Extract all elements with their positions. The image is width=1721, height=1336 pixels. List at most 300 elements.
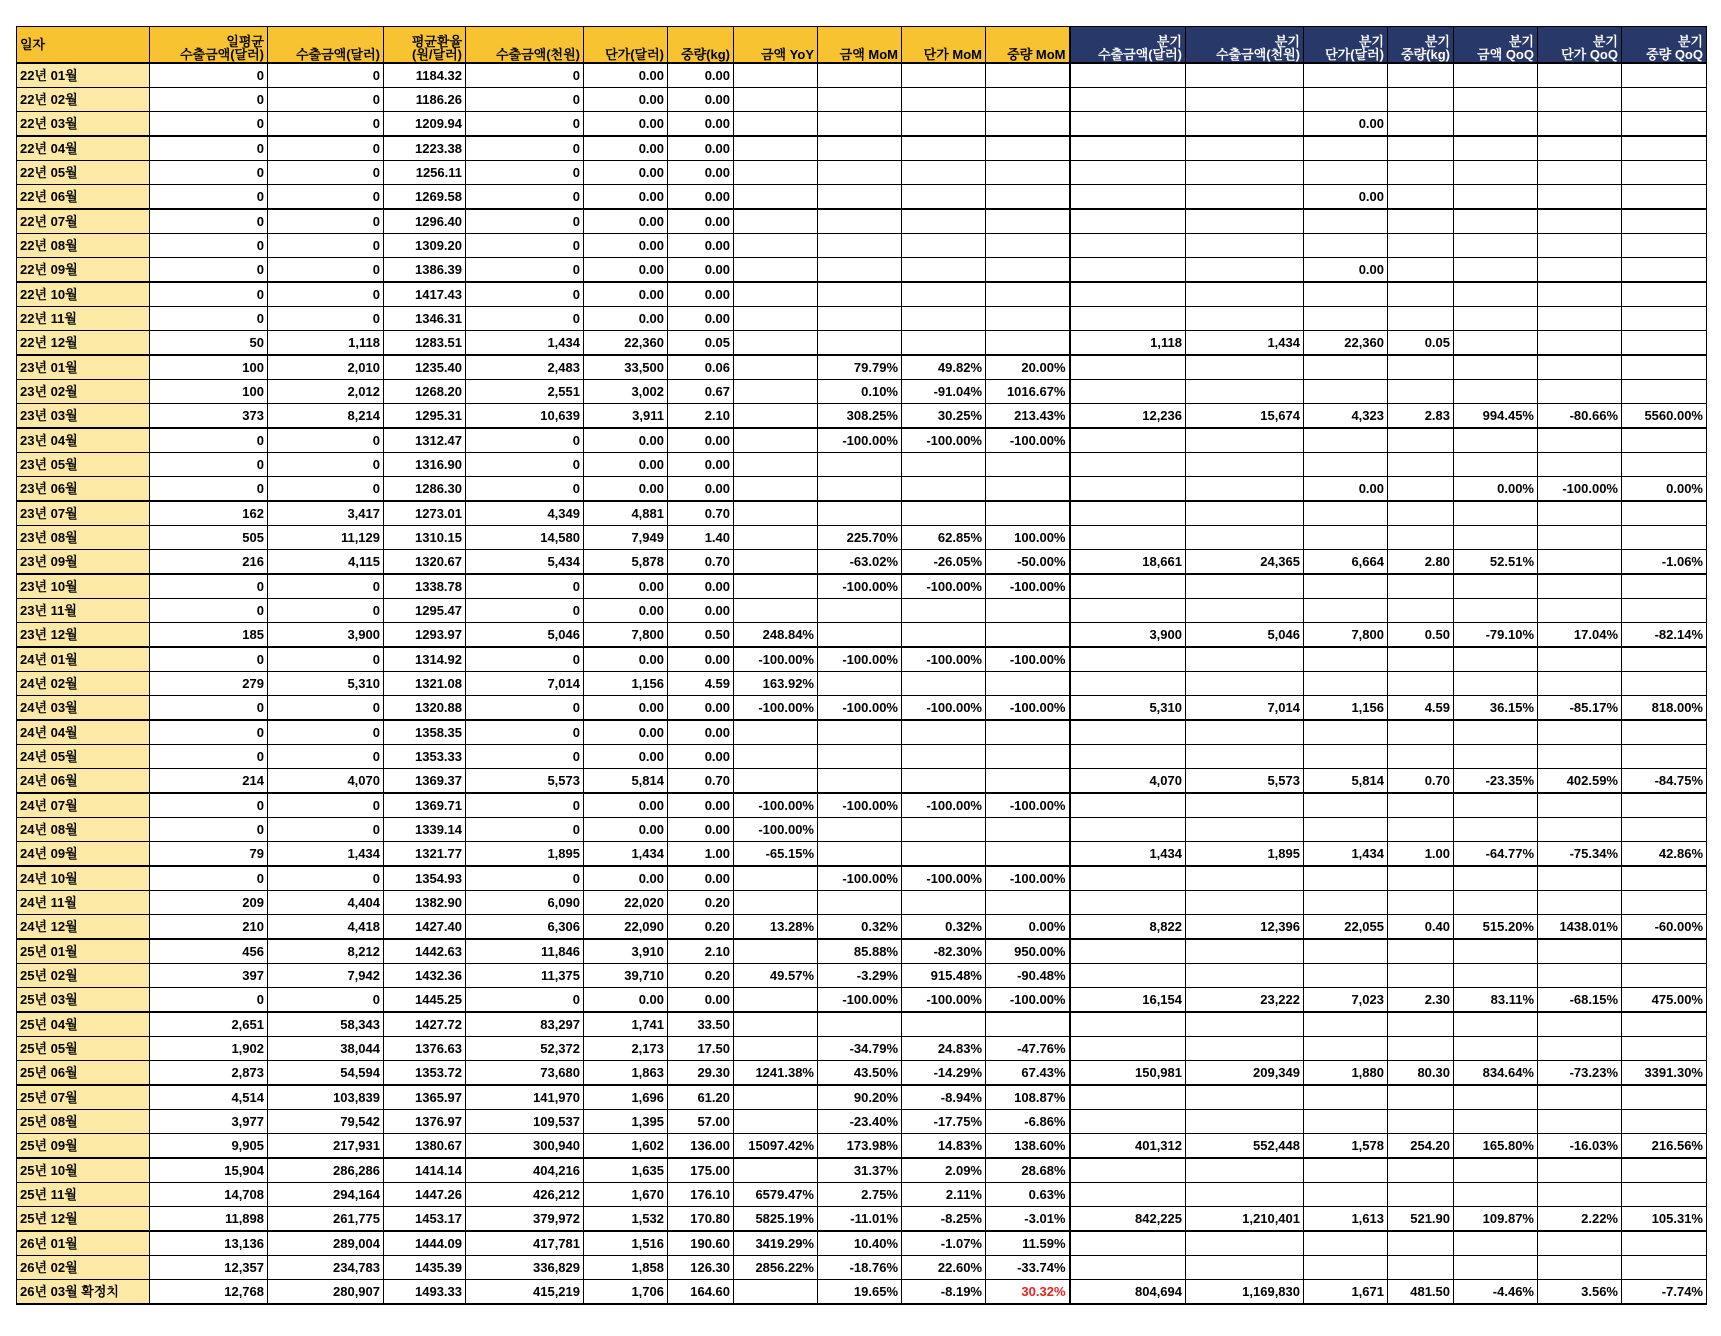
table-cell: 0.00	[584, 745, 668, 769]
table-cell: -11.01%	[818, 1207, 902, 1232]
table-cell	[818, 63, 902, 88]
table-cell: 11.59%	[986, 1231, 1070, 1256]
table-cell	[818, 599, 902, 623]
table-cell: 5,814	[1304, 769, 1388, 794]
table-cell	[818, 818, 902, 842]
table-cell: 0.00	[668, 88, 734, 112]
table-cell	[1304, 1012, 1388, 1037]
table-row	[17, 550, 1707, 575]
table-cell: -100.00%	[818, 574, 902, 599]
table-cell	[1304, 88, 1388, 112]
table-cell: 915.48%	[902, 964, 986, 988]
table-cell: 1376.63	[384, 1037, 466, 1061]
table-cell: 12,357	[150, 1256, 268, 1280]
table-cell: 0	[150, 720, 268, 745]
table-cell: 456	[150, 939, 268, 964]
table-cell	[902, 136, 986, 161]
table-cell: -100.00%	[902, 793, 986, 818]
table-cell: 4,881	[584, 501, 668, 526]
table-cell	[902, 672, 986, 696]
table-cell	[1538, 574, 1622, 599]
table-cell: 4,404	[268, 891, 384, 915]
table-cell: 1,532	[584, 1207, 668, 1232]
table-cell: 475.00%	[1622, 988, 1707, 1013]
table-cell	[1186, 501, 1304, 526]
table-cell: 0	[150, 793, 268, 818]
table-cell: 4,070	[268, 769, 384, 794]
table-cell: 1,156	[584, 672, 668, 696]
table-cell: 0.00	[668, 63, 734, 88]
table-cell: 0	[466, 696, 584, 721]
table-cell: 1453.17	[384, 1207, 466, 1232]
table-cell: 0.00	[584, 647, 668, 672]
table-cell: -100.00%	[902, 428, 986, 453]
table-cell	[902, 307, 986, 331]
table-cell: 0.00	[584, 477, 668, 502]
table-row	[17, 1012, 1707, 1037]
table-cell	[1186, 574, 1304, 599]
table-cell	[986, 161, 1070, 185]
table-cell: 1293.97	[384, 623, 466, 648]
table-cell: 1256.11	[384, 161, 466, 185]
table-cell: -100.00%	[902, 866, 986, 891]
column-header-quarterly-3: 분기 중량(kg)	[1388, 27, 1454, 64]
table-cell: 818.00%	[1622, 696, 1707, 721]
table-cell: 58,343	[268, 1012, 384, 1037]
table-cell: 5825.19%	[734, 1207, 818, 1232]
date-cell: 23년 11월	[17, 599, 150, 623]
table-cell: 4.59	[668, 672, 734, 696]
table-cell: 80.30	[1388, 1061, 1454, 1086]
table-cell: 0	[150, 745, 268, 769]
table-row	[17, 1085, 1707, 1110]
table-cell: -90.48%	[986, 964, 1070, 988]
table-cell: -91.04%	[902, 380, 986, 404]
table-cell: 1186.26	[384, 88, 466, 112]
table-cell: 0	[268, 866, 384, 891]
table-cell: 28.68%	[986, 1158, 1070, 1183]
table-cell: 54,594	[268, 1061, 384, 1086]
table-cell	[1388, 355, 1454, 380]
table-cell	[734, 1012, 818, 1037]
table-cell: 1,902	[150, 1037, 268, 1061]
table-cell	[1304, 574, 1388, 599]
table-cell	[1186, 672, 1304, 696]
table-row	[17, 1280, 1707, 1305]
table-row	[17, 282, 1707, 307]
table-cell	[1388, 866, 1454, 891]
table-cell: 0	[268, 647, 384, 672]
table-cell: 0.00	[584, 209, 668, 234]
table-cell: 33.50	[668, 1012, 734, 1037]
table-cell	[1186, 720, 1304, 745]
table-cell: 0.00	[584, 453, 668, 477]
table-cell: 0.00	[584, 161, 668, 185]
table-cell	[1304, 526, 1388, 550]
table-cell	[1388, 112, 1454, 137]
table-cell	[1622, 112, 1707, 137]
table-cell	[902, 185, 986, 210]
date-cell: 25년 07월	[17, 1085, 150, 1110]
table-cell	[1304, 428, 1388, 453]
table-cell: 417,781	[466, 1231, 584, 1256]
table-cell	[1538, 599, 1622, 623]
table-cell	[1622, 720, 1707, 745]
table-cell	[902, 720, 986, 745]
table-row	[17, 891, 1707, 915]
table-cell: -14.29%	[902, 1061, 986, 1086]
table-cell: 42.86%	[1622, 842, 1707, 867]
table-cell: 17.50	[668, 1037, 734, 1061]
table-cell	[1388, 1012, 1454, 1037]
table-cell: 1,395	[584, 1110, 668, 1134]
table-cell: 0	[466, 818, 584, 842]
table-cell: 0.70	[668, 769, 734, 794]
column-header-monthly-9: 단가 MoM	[902, 27, 986, 64]
table-cell: 4,115	[268, 550, 384, 575]
table-cell	[902, 769, 986, 794]
table-cell: -85.17%	[1538, 696, 1622, 721]
table-cell	[1070, 647, 1186, 672]
table-cell: 1,895	[466, 842, 584, 867]
table-cell	[734, 428, 818, 453]
date-cell: 24년 06월	[17, 769, 150, 794]
table-row	[17, 915, 1707, 940]
table-cell	[1186, 818, 1304, 842]
date-cell: 25년 01월	[17, 939, 150, 964]
date-cell: 22년 07월	[17, 209, 150, 234]
date-cell: 25년 06월	[17, 1061, 150, 1086]
table-row	[17, 258, 1707, 283]
table-cell: 0	[466, 574, 584, 599]
date-cell: 23년 08월	[17, 526, 150, 550]
table-cell	[1070, 964, 1186, 988]
date-cell: 23년 07월	[17, 501, 150, 526]
table-cell: 216.56%	[1622, 1134, 1707, 1159]
table-cell	[734, 550, 818, 575]
table-cell: -100.00%	[986, 647, 1070, 672]
table-cell: 0.00	[584, 818, 668, 842]
table-cell	[1070, 234, 1186, 258]
table-cell	[1388, 818, 1454, 842]
table-cell: 5,046	[1186, 623, 1304, 648]
date-cell: 22년 04월	[17, 136, 150, 161]
table-row	[17, 574, 1707, 599]
table-cell	[818, 331, 902, 356]
table-row	[17, 793, 1707, 818]
table-cell	[1622, 161, 1707, 185]
table-cell	[1454, 1012, 1538, 1037]
table-cell: 552,448	[1186, 1134, 1304, 1159]
table-cell: 0.05	[1388, 331, 1454, 356]
table-cell	[1388, 63, 1454, 88]
table-cell: 90.20%	[818, 1085, 902, 1110]
table-cell: 5,434	[466, 550, 584, 575]
table-cell: 7,800	[1304, 623, 1388, 648]
table-cell: 2.10	[668, 939, 734, 964]
table-cell: 2,483	[466, 355, 584, 380]
date-cell: 25년 09월	[17, 1134, 150, 1159]
table-cell: 11,846	[466, 939, 584, 964]
date-cell: 22년 05월	[17, 161, 150, 185]
table-cell	[986, 745, 1070, 769]
table-cell: 67.43%	[986, 1061, 1070, 1086]
date-cell: 22년 10월	[17, 282, 150, 307]
table-cell: 43.50%	[818, 1061, 902, 1086]
table-cell: 0.00	[584, 793, 668, 818]
table-cell: 0	[150, 282, 268, 307]
table-cell: -60.00%	[1622, 915, 1707, 940]
table-cell: 165.80%	[1454, 1134, 1538, 1159]
table-cell: 7,942	[268, 964, 384, 988]
table-cell: 1283.51	[384, 331, 466, 356]
table-cell	[986, 307, 1070, 331]
date-cell: 24년 02월	[17, 672, 150, 696]
table-cell: 0	[466, 185, 584, 210]
table-cell	[1186, 1231, 1304, 1256]
table-cell	[1538, 209, 1622, 234]
table-row	[17, 1183, 1707, 1207]
table-cell	[1622, 891, 1707, 915]
table-row	[17, 161, 1707, 185]
table-row	[17, 1037, 1707, 1061]
table-cell: 1,880	[1304, 1061, 1388, 1086]
table-cell	[902, 745, 986, 769]
table-cell	[734, 745, 818, 769]
table-cell	[1070, 112, 1186, 137]
table-cell: 16,154	[1070, 988, 1186, 1013]
table-cell: 1296.40	[384, 209, 466, 234]
table-cell: 2.11%	[902, 1183, 986, 1207]
table-cell: 0	[268, 818, 384, 842]
table-cell	[1538, 526, 1622, 550]
table-cell: 0	[466, 988, 584, 1013]
table-cell	[1070, 526, 1186, 550]
table-cell: 0	[466, 112, 584, 137]
table-cell	[1538, 818, 1622, 842]
table-cell: 52,372	[466, 1037, 584, 1061]
table-cell	[734, 307, 818, 331]
table-cell	[1622, 526, 1707, 550]
table-cell: 1268.20	[384, 380, 466, 404]
table-cell: 4,070	[1070, 769, 1186, 794]
table-cell	[1538, 161, 1622, 185]
table-cell: 100.00%	[986, 526, 1070, 550]
table-cell	[1454, 939, 1538, 964]
table-cell: 0	[466, 136, 584, 161]
table-cell: 1235.40	[384, 355, 466, 380]
table-cell	[986, 891, 1070, 915]
table-cell: 0.00	[668, 599, 734, 623]
table-cell: 1,434	[1304, 842, 1388, 867]
table-cell	[818, 282, 902, 307]
table-cell: 15,674	[1186, 404, 1304, 429]
table-cell	[1304, 453, 1388, 477]
table-cell	[902, 161, 986, 185]
table-cell: 0.00%	[1454, 477, 1538, 502]
table-cell: 1184.32	[384, 63, 466, 88]
table-cell	[1304, 720, 1388, 745]
table-cell	[1070, 1037, 1186, 1061]
date-cell: 26년 03월 확정치	[17, 1280, 150, 1305]
table-cell	[986, 672, 1070, 696]
table-cell: 6,306	[466, 915, 584, 940]
table-row	[17, 404, 1707, 429]
table-cell: 0.00	[584, 307, 668, 331]
table-cell	[1454, 88, 1538, 112]
table-cell: 5560.00%	[1622, 404, 1707, 429]
table-cell	[1622, 964, 1707, 988]
table-cell: 0.00%	[1622, 477, 1707, 502]
table-cell	[1070, 1012, 1186, 1037]
table-row	[17, 818, 1707, 842]
table-cell: 0	[150, 209, 268, 234]
table-cell: 0	[268, 453, 384, 477]
table-cell	[902, 891, 986, 915]
table-cell: 33,500	[584, 355, 668, 380]
table-cell	[734, 988, 818, 1013]
table-cell	[818, 745, 902, 769]
table-cell: 280,907	[268, 1280, 384, 1305]
table-cell	[818, 112, 902, 137]
table-cell	[1622, 1231, 1707, 1256]
table-cell: 39,710	[584, 964, 668, 988]
date-cell: 22년 08월	[17, 234, 150, 258]
table-cell	[1622, 793, 1707, 818]
table-cell: 8,822	[1070, 915, 1186, 940]
table-cell	[734, 1085, 818, 1110]
table-cell: 1269.58	[384, 185, 466, 210]
table-row	[17, 355, 1707, 380]
table-row	[17, 599, 1707, 623]
table-cell	[1388, 307, 1454, 331]
table-cell: 0.00	[1304, 258, 1388, 283]
table-cell: 1,434	[268, 842, 384, 867]
table-cell	[1454, 1158, 1538, 1183]
table-cell	[1070, 88, 1186, 112]
table-cell	[986, 282, 1070, 307]
table-cell	[1622, 185, 1707, 210]
table-cell: 0	[466, 234, 584, 258]
table-cell: 1310.15	[384, 526, 466, 550]
table-cell	[1388, 453, 1454, 477]
table-row	[17, 1158, 1707, 1183]
table-cell	[1388, 939, 1454, 964]
table-cell: 2856.22%	[734, 1256, 818, 1280]
table-cell: 170.80	[668, 1207, 734, 1232]
table-cell	[1070, 1110, 1186, 1134]
table-cell: -100.00%	[986, 696, 1070, 721]
table-cell	[1186, 185, 1304, 210]
table-cell	[1538, 1183, 1622, 1207]
table-cell	[986, 818, 1070, 842]
date-cell: 23년 03월	[17, 404, 150, 429]
table-cell: 79	[150, 842, 268, 867]
table-cell	[1186, 1158, 1304, 1183]
table-row	[17, 964, 1707, 988]
table-cell	[1070, 477, 1186, 502]
table-cell: 5,573	[1186, 769, 1304, 794]
table-cell: 5,814	[584, 769, 668, 794]
table-cell: 308.25%	[818, 404, 902, 429]
table-cell: 1320.67	[384, 550, 466, 575]
table-cell	[1304, 380, 1388, 404]
table-cell	[1538, 1158, 1622, 1183]
table-cell: -6.86%	[986, 1110, 1070, 1134]
table-cell	[1388, 428, 1454, 453]
table-cell: 0.00	[668, 112, 734, 137]
table-cell: 0.00	[584, 282, 668, 307]
table-cell: 3,417	[268, 501, 384, 526]
table-row	[17, 209, 1707, 234]
table-cell: 1358.35	[384, 720, 466, 745]
column-header-quarterly-2: 분기 단가(달러)	[1304, 27, 1388, 64]
column-header-quarterly-0: 분기 수출금액(달러)	[1070, 27, 1186, 64]
column-header-monthly-3: 평균환율 (원/달러)	[384, 27, 466, 64]
date-cell: 23년 09월	[17, 550, 150, 575]
table-cell	[1538, 745, 1622, 769]
table-cell: 2,010	[268, 355, 384, 380]
table-cell: 0	[150, 307, 268, 331]
table-cell: 1,434	[1186, 331, 1304, 356]
table-cell: 0.00	[668, 258, 734, 283]
table-cell	[1186, 477, 1304, 502]
table-cell: 0	[268, 477, 384, 502]
table-cell: 0	[268, 574, 384, 599]
table-cell	[1622, 1158, 1707, 1183]
table-cell: 0	[150, 696, 268, 721]
table-cell	[1538, 428, 1622, 453]
table-cell: 0.00	[668, 793, 734, 818]
table-cell: 0.32%	[902, 915, 986, 940]
table-cell: 0	[268, 988, 384, 1013]
table-cell	[734, 1110, 818, 1134]
table-cell: -100.00%	[902, 574, 986, 599]
table-cell: 12,768	[150, 1280, 268, 1305]
table-cell	[1538, 1231, 1622, 1256]
table-cell: 23,222	[1186, 988, 1304, 1013]
table-cell: 300,940	[466, 1134, 584, 1159]
table-cell: 0.00	[668, 428, 734, 453]
table-cell	[1186, 234, 1304, 258]
table-cell: -100.00%	[734, 793, 818, 818]
table-cell: 1427.72	[384, 1012, 466, 1037]
table-cell: 1,118	[1070, 331, 1186, 356]
table-cell	[734, 234, 818, 258]
column-header-monthly-2: 수출금액(달러)	[268, 27, 384, 64]
table-cell	[1454, 453, 1538, 477]
table-cell: 1223.38	[384, 136, 466, 161]
table-cell	[1070, 1158, 1186, 1183]
table-row	[17, 428, 1707, 453]
table-cell	[1304, 282, 1388, 307]
table-cell: 1432.36	[384, 964, 466, 988]
column-header-monthly-7: 금액 YoY	[734, 27, 818, 64]
table-cell: 1,434	[1070, 842, 1186, 867]
table-cell: 36.15%	[1454, 696, 1538, 721]
table-cell: -65.15%	[734, 842, 818, 867]
table-cell: 24,365	[1186, 550, 1304, 575]
table-cell	[1622, 355, 1707, 380]
date-cell: 22년 02월	[17, 88, 150, 112]
table-cell	[1304, 355, 1388, 380]
table-cell: 22.60%	[902, 1256, 986, 1280]
table-cell: 0.00	[584, 258, 668, 283]
table-cell	[1538, 793, 1622, 818]
table-cell	[1070, 866, 1186, 891]
table-cell: -100.00%	[986, 574, 1070, 599]
table-cell	[1538, 380, 1622, 404]
